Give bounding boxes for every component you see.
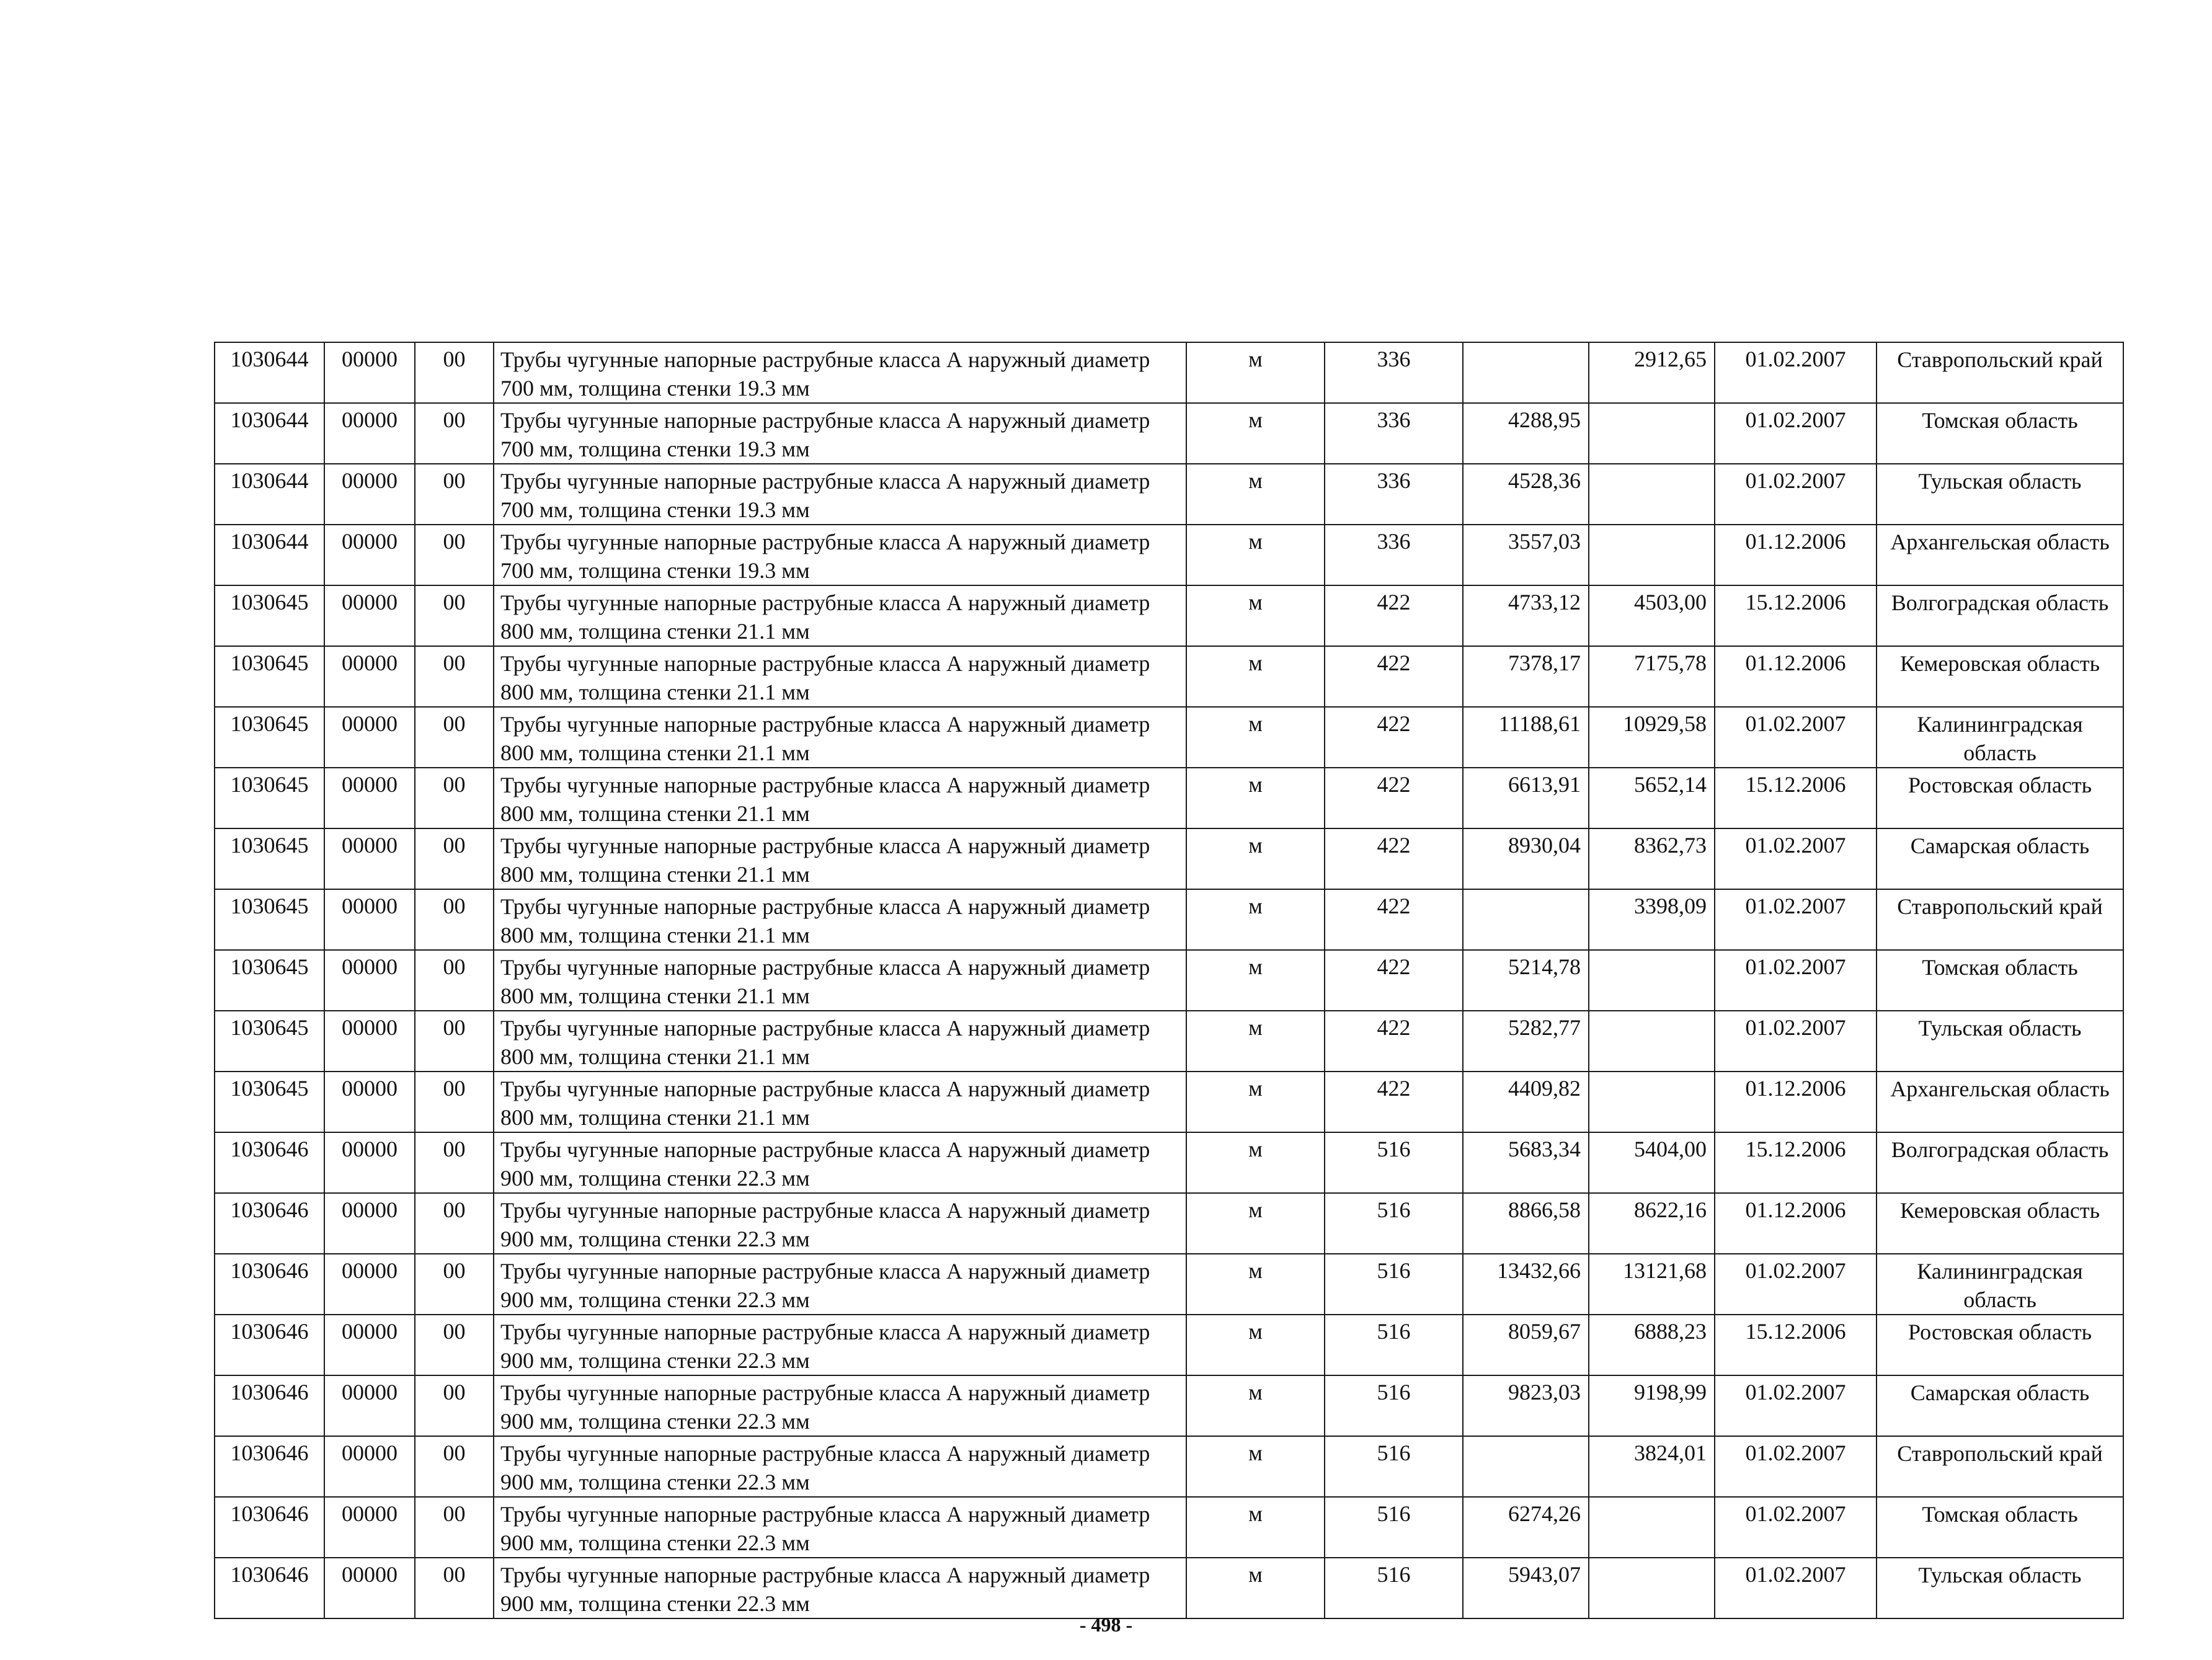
item-name-cell: Трубы чугунные напорные раструбные класса А наружный диаметр 800 мм, толщина стенки 21.1 мм <box>494 950 1186 1011</box>
date-cell: 01.02.2007 <box>1715 1436 1877 1497</box>
item-code-cell: 1030645 <box>215 828 324 889</box>
region-cell: Архангельская область <box>1877 525 2123 585</box>
quantity-cell: 516 <box>1325 1375 1463 1436</box>
price-1-cell: 8866,58 <box>1463 1193 1589 1254</box>
region-cell: Ставропольский край <box>1877 1436 2123 1497</box>
item-name-cell: Трубы чугунные напорные раструбные класса А наружный диаметр 900 мм, толщина стенки 22.3 мм <box>494 1132 1186 1193</box>
quantity-cell: 422 <box>1325 646 1463 707</box>
sub-code-cell: 00000 <box>324 1436 415 1497</box>
price-2-cell: 2912,65 <box>1589 342 1715 403</box>
sub-code-2-cell: 00 <box>415 828 494 889</box>
sub-code-2-cell: 00 <box>415 1558 494 1618</box>
sub-code-2-cell: 00 <box>415 464 494 525</box>
item-code-cell: 1030644 <box>215 464 324 525</box>
unit-cell: м <box>1186 464 1325 525</box>
date-cell: 01.02.2007 <box>1715 1011 1877 1072</box>
sub-code-cell: 00000 <box>324 1375 415 1436</box>
quantity-cell: 516 <box>1325 1436 1463 1497</box>
region-cell: Калининградская область <box>1877 707 2123 768</box>
date-cell: 01.02.2007 <box>1715 707 1877 768</box>
unit-cell: м <box>1186 1497 1325 1558</box>
sub-code-cell: 00000 <box>324 585 415 646</box>
price-1-cell: 3557,03 <box>1463 525 1589 585</box>
table-row <box>215 403 2123 464</box>
price-2-cell <box>1589 464 1715 525</box>
sub-code-cell: 00000 <box>324 464 415 525</box>
sub-code-cell: 00000 <box>324 1193 415 1254</box>
table-row <box>215 768 2123 828</box>
region-cell: Волгоградская область <box>1877 1132 2123 1193</box>
sub-code-2-cell: 00 <box>415 1315 494 1375</box>
region-cell: Томская область <box>1877 1497 2123 1558</box>
table-row <box>215 889 2123 950</box>
item-code-cell: 1030646 <box>215 1315 324 1375</box>
region-cell: Тульская область <box>1877 1558 2123 1618</box>
region-cell: Волгоградская область <box>1877 585 2123 646</box>
quantity-cell: 516 <box>1325 1558 1463 1618</box>
price-2-cell: 7175,78 <box>1589 646 1715 707</box>
table-row <box>215 1436 2123 1497</box>
sub-code-2-cell: 00 <box>415 1254 494 1315</box>
sub-code-2-cell: 00 <box>415 1011 494 1072</box>
date-cell: 01.02.2007 <box>1715 889 1877 950</box>
table-row <box>215 646 2123 707</box>
table-row <box>215 950 2123 1011</box>
sub-code-2-cell: 00 <box>415 1132 494 1193</box>
price-2-cell: 3824,01 <box>1589 1436 1715 1497</box>
sub-code-2-cell: 00 <box>415 1497 494 1558</box>
item-name-cell: Трубы чугунные напорные раструбные класса А наружный диаметр 900 мм, толщина стенки 22.3 мм <box>494 1497 1186 1558</box>
price-1-cell: 6613,91 <box>1463 768 1589 828</box>
item-code-cell: 1030646 <box>215 1497 324 1558</box>
item-name-cell: Трубы чугунные напорные раструбные класса А наружный диаметр 700 мм, толщина стенки 19.3 мм <box>494 525 1186 585</box>
unit-cell: м <box>1186 1254 1325 1315</box>
item-code-cell: 1030645 <box>215 889 324 950</box>
table-body <box>215 342 2123 1618</box>
price-2-cell: 8362,73 <box>1589 828 1715 889</box>
price-2-cell <box>1589 525 1715 585</box>
table-row <box>215 828 2123 889</box>
table-row <box>215 1315 2123 1375</box>
table-row <box>215 707 2123 768</box>
table-row <box>215 1375 2123 1436</box>
date-cell: 01.12.2006 <box>1715 646 1877 707</box>
unit-cell: м <box>1186 889 1325 950</box>
region-cell: Ростовская область <box>1877 768 2123 828</box>
quantity-cell: 336 <box>1325 525 1463 585</box>
sub-code-cell: 00000 <box>324 1254 415 1315</box>
region-cell: Тульская область <box>1877 1011 2123 1072</box>
sub-code-2-cell: 00 <box>415 768 494 828</box>
price-1-cell: 4528,36 <box>1463 464 1589 525</box>
sub-code-cell: 00000 <box>324 1497 415 1558</box>
region-cell: Ставропольский край <box>1877 889 2123 950</box>
unit-cell: м <box>1186 768 1325 828</box>
item-code-cell: 1030646 <box>215 1375 324 1436</box>
unit-cell: м <box>1186 1315 1325 1375</box>
page-number: - 498 - <box>1079 1613 1133 1636</box>
date-cell: 15.12.2006 <box>1715 1132 1877 1193</box>
quantity-cell: 422 <box>1325 889 1463 950</box>
item-name-cell: Трубы чугунные напорные раструбные класса А наружный диаметр 800 мм, толщина стенки 21.1 мм <box>494 585 1186 646</box>
item-code-cell: 1030645 <box>215 1072 324 1132</box>
quantity-cell: 336 <box>1325 342 1463 403</box>
unit-cell: м <box>1186 828 1325 889</box>
item-code-cell: 1030646 <box>215 1193 324 1254</box>
table-row <box>215 525 2123 585</box>
sub-code-2-cell: 00 <box>415 525 494 585</box>
sub-code-2-cell: 00 <box>415 585 494 646</box>
date-cell: 01.12.2006 <box>1715 525 1877 585</box>
item-code-cell: 1030646 <box>215 1558 324 1618</box>
price-1-cell: 11188,61 <box>1463 707 1589 768</box>
sub-code-cell: 00000 <box>324 828 415 889</box>
sub-code-cell: 00000 <box>324 1315 415 1375</box>
item-name-cell: Трубы чугунные напорные раструбные класса А наружный диаметр 700 мм, толщина стенки 19.3 мм <box>494 464 1186 525</box>
table-row <box>215 342 2123 403</box>
quantity-cell: 516 <box>1325 1132 1463 1193</box>
item-code-cell: 1030644 <box>215 525 324 585</box>
sub-code-cell: 00000 <box>324 950 415 1011</box>
sub-code-cell: 00000 <box>324 768 415 828</box>
item-code-cell: 1030645 <box>215 585 324 646</box>
price-1-cell <box>1463 1436 1589 1497</box>
table-row <box>215 1011 2123 1072</box>
region-cell: Архангельская область <box>1877 1072 2123 1132</box>
quantity-cell: 516 <box>1325 1193 1463 1254</box>
quantity-cell: 422 <box>1325 1072 1463 1132</box>
date-cell: 01.02.2007 <box>1715 403 1877 464</box>
sub-code-cell: 00000 <box>324 1011 415 1072</box>
quantity-cell: 422 <box>1325 707 1463 768</box>
quantity-cell: 516 <box>1325 1315 1463 1375</box>
date-cell: 01.12.2006 <box>1715 1193 1877 1254</box>
region-cell: Кемеровская область <box>1877 646 2123 707</box>
region-cell: Ростовская область <box>1877 1315 2123 1375</box>
unit-cell: м <box>1186 342 1325 403</box>
unit-cell: м <box>1186 950 1325 1011</box>
quantity-cell: 336 <box>1325 464 1463 525</box>
table-row <box>215 1254 2123 1315</box>
item-code-cell: 1030645 <box>215 646 324 707</box>
price-2-cell <box>1589 1072 1715 1132</box>
price-1-cell: 4409,82 <box>1463 1072 1589 1132</box>
sub-code-2-cell: 00 <box>415 707 494 768</box>
quantity-cell: 422 <box>1325 1011 1463 1072</box>
price-2-cell: 8622,16 <box>1589 1193 1715 1254</box>
sub-code-2-cell: 00 <box>415 342 494 403</box>
price-1-cell: 8059,67 <box>1463 1315 1589 1375</box>
price-1-cell: 7378,17 <box>1463 646 1589 707</box>
price-1-cell: 9823,03 <box>1463 1375 1589 1436</box>
quantity-cell: 516 <box>1325 1254 1463 1315</box>
unit-cell: м <box>1186 525 1325 585</box>
unit-cell: м <box>1186 403 1325 464</box>
sub-code-2-cell: 00 <box>415 1072 494 1132</box>
unit-cell: м <box>1186 1436 1325 1497</box>
item-name-cell: Трубы чугунные напорные раструбные класса А наружный диаметр 800 мм, толщина стенки 21.1 мм <box>494 707 1186 768</box>
date-cell: 01.02.2007 <box>1715 828 1877 889</box>
unit-cell: м <box>1186 707 1325 768</box>
price-2-cell: 10929,58 <box>1589 707 1715 768</box>
price-2-cell: 5652,14 <box>1589 768 1715 828</box>
item-name-cell: Трубы чугунные напорные раструбные класса А наружный диаметр 800 мм, толщина стенки 21.1 мм <box>494 1011 1186 1072</box>
item-name-cell: Трубы чугунные напорные раструбные класса А наружный диаметр 700 мм, толщина стенки 19.3 мм <box>494 403 1186 464</box>
region-cell: Кемеровская область <box>1877 1193 2123 1254</box>
date-cell: 15.12.2006 <box>1715 1315 1877 1375</box>
date-cell: 01.02.2007 <box>1715 342 1877 403</box>
table-row <box>215 1132 2123 1193</box>
unit-cell: м <box>1186 1132 1325 1193</box>
item-code-cell: 1030645 <box>215 1011 324 1072</box>
sub-code-2-cell: 00 <box>415 646 494 707</box>
table-row <box>215 1558 2123 1618</box>
region-cell: Самарская область <box>1877 1375 2123 1436</box>
table-row <box>215 1497 2123 1558</box>
item-name-cell: Трубы чугунные напорные раструбные класса А наружный диаметр 900 мм, толщина стенки 22.3 мм <box>494 1254 1186 1315</box>
sub-code-cell: 00000 <box>324 1558 415 1618</box>
price-2-cell: 3398,09 <box>1589 889 1715 950</box>
sub-code-2-cell: 00 <box>415 1193 494 1254</box>
price-2-cell: 4503,00 <box>1589 585 1715 646</box>
item-code-cell: 1030646 <box>215 1436 324 1497</box>
item-code-cell: 1030645 <box>215 768 324 828</box>
region-cell: Ставропольский край <box>1877 342 2123 403</box>
sub-code-cell: 00000 <box>324 525 415 585</box>
price-1-cell: 8930,04 <box>1463 828 1589 889</box>
unit-cell: м <box>1186 1558 1325 1618</box>
item-name-cell: Трубы чугунные напорные раструбные класса А наружный диаметр 900 мм, толщина стенки 22.3 мм <box>494 1558 1186 1618</box>
price-2-cell: 6888,23 <box>1589 1315 1715 1375</box>
date-cell: 01.02.2007 <box>1715 1558 1877 1618</box>
price-2-cell: 9198,99 <box>1589 1375 1715 1436</box>
item-name-cell: Трубы чугунные напорные раструбные класса А наружный диаметр 700 мм, толщина стенки 19.3 мм <box>494 342 1186 403</box>
price-2-cell: 13121,68 <box>1589 1254 1715 1315</box>
item-name-cell: Трубы чугунные напорные раструбные класса А наружный диаметр 800 мм, толщина стенки 21.1 мм <box>494 828 1186 889</box>
item-name-cell: Трубы чугунные напорные раструбные класса А наружный диаметр 900 мм, толщина стенки 22.3 мм <box>494 1375 1186 1436</box>
item-name-cell: Трубы чугунные напорные раструбные класса А наружный диаметр 800 мм, толщина стенки 21.1 мм <box>494 768 1186 828</box>
item-name-cell: Трубы чугунные напорные раструбные класса А наружный диаметр 800 мм, толщина стенки 21.1 мм <box>494 646 1186 707</box>
price-2-cell <box>1589 1011 1715 1072</box>
table-row <box>215 1072 2123 1132</box>
quantity-cell: 422 <box>1325 828 1463 889</box>
price-2-cell <box>1589 950 1715 1011</box>
region-cell: Тульская область <box>1877 464 2123 525</box>
price-1-cell: 5214,78 <box>1463 950 1589 1011</box>
date-cell: 01.12.2006 <box>1715 1072 1877 1132</box>
region-cell: Самарская область <box>1877 828 2123 889</box>
sub-code-2-cell: 00 <box>415 1436 494 1497</box>
item-code-cell: 1030644 <box>215 342 324 403</box>
date-cell: 01.02.2007 <box>1715 1254 1877 1315</box>
price-1-cell <box>1463 889 1589 950</box>
item-code-cell: 1030645 <box>215 950 324 1011</box>
item-name-cell: Трубы чугунные напорные раструбные класса А наружный диаметр 800 мм, толщина стенки 21.1 мм <box>494 1072 1186 1132</box>
unit-cell: м <box>1186 1193 1325 1254</box>
price-1-cell: 4733,12 <box>1463 585 1589 646</box>
item-name-cell: Трубы чугунные напорные раструбные класса А наружный диаметр 800 мм, толщина стенки 21.1 мм <box>494 889 1186 950</box>
price-1-cell: 4288,95 <box>1463 403 1589 464</box>
region-cell: Калининградская область <box>1877 1254 2123 1315</box>
date-cell: 01.02.2007 <box>1715 1497 1877 1558</box>
table-row <box>215 1193 2123 1254</box>
price-1-cell: 5282,77 <box>1463 1011 1589 1072</box>
sub-code-2-cell: 00 <box>415 950 494 1011</box>
item-code-cell: 1030644 <box>215 403 324 464</box>
unit-cell: м <box>1186 1375 1325 1436</box>
unit-cell: м <box>1186 1011 1325 1072</box>
sub-code-cell: 00000 <box>324 342 415 403</box>
sub-code-cell: 00000 <box>324 889 415 950</box>
sub-code-cell: 00000 <box>324 1132 415 1193</box>
item-code-cell: 1030646 <box>215 1254 324 1315</box>
region-cell: Томская область <box>1877 950 2123 1011</box>
price-2-cell: 5404,00 <box>1589 1132 1715 1193</box>
item-name-cell: Трубы чугунные напорные раструбные класса А наружный диаметр 900 мм, толщина стенки 22.3 мм <box>494 1193 1186 1254</box>
date-cell: 01.02.2007 <box>1715 464 1877 525</box>
unit-cell: м <box>1186 646 1325 707</box>
sub-code-cell: 00000 <box>324 1072 415 1132</box>
quantity-cell: 422 <box>1325 950 1463 1011</box>
quantity-cell: 422 <box>1325 768 1463 828</box>
item-name-cell: Трубы чугунные напорные раструбные класса А наружный диаметр 900 мм, толщина стенки 22.3 мм <box>494 1436 1186 1497</box>
price-1-cell <box>1463 342 1589 403</box>
sub-code-cell: 00000 <box>324 707 415 768</box>
price-1-cell: 6274,26 <box>1463 1497 1589 1558</box>
date-cell: 15.12.2006 <box>1715 585 1877 646</box>
item-code-cell: 1030646 <box>215 1132 324 1193</box>
unit-cell: м <box>1186 585 1325 646</box>
region-cell: Томская область <box>1877 403 2123 464</box>
sub-code-cell: 00000 <box>324 403 415 464</box>
unit-cell: м <box>1186 1072 1325 1132</box>
date-cell: 15.12.2006 <box>1715 768 1877 828</box>
price-table <box>214 342 2124 1619</box>
price-2-cell <box>1589 403 1715 464</box>
sub-code-2-cell: 00 <box>415 889 494 950</box>
item-name-cell: Трубы чугунные напорные раструбные класса А наружный диаметр 900 мм, толщина стенки 22.3 мм <box>494 1315 1186 1375</box>
date-cell: 01.02.2007 <box>1715 950 1877 1011</box>
price-1-cell: 5683,34 <box>1463 1132 1589 1193</box>
price-1-cell: 13432,66 <box>1463 1254 1589 1315</box>
quantity-cell: 516 <box>1325 1497 1463 1558</box>
item-code-cell: 1030645 <box>215 707 324 768</box>
price-1-cell: 5943,07 <box>1463 1558 1589 1618</box>
price-2-cell <box>1589 1558 1715 1618</box>
sub-code-2-cell: 00 <box>415 1375 494 1436</box>
quantity-cell: 422 <box>1325 585 1463 646</box>
table-row <box>215 585 2123 646</box>
date-cell: 01.02.2007 <box>1715 1375 1877 1436</box>
quantity-cell: 336 <box>1325 403 1463 464</box>
sub-code-2-cell: 00 <box>415 403 494 464</box>
price-2-cell <box>1589 1497 1715 1558</box>
sub-code-cell: 00000 <box>324 646 415 707</box>
table-row <box>215 464 2123 525</box>
